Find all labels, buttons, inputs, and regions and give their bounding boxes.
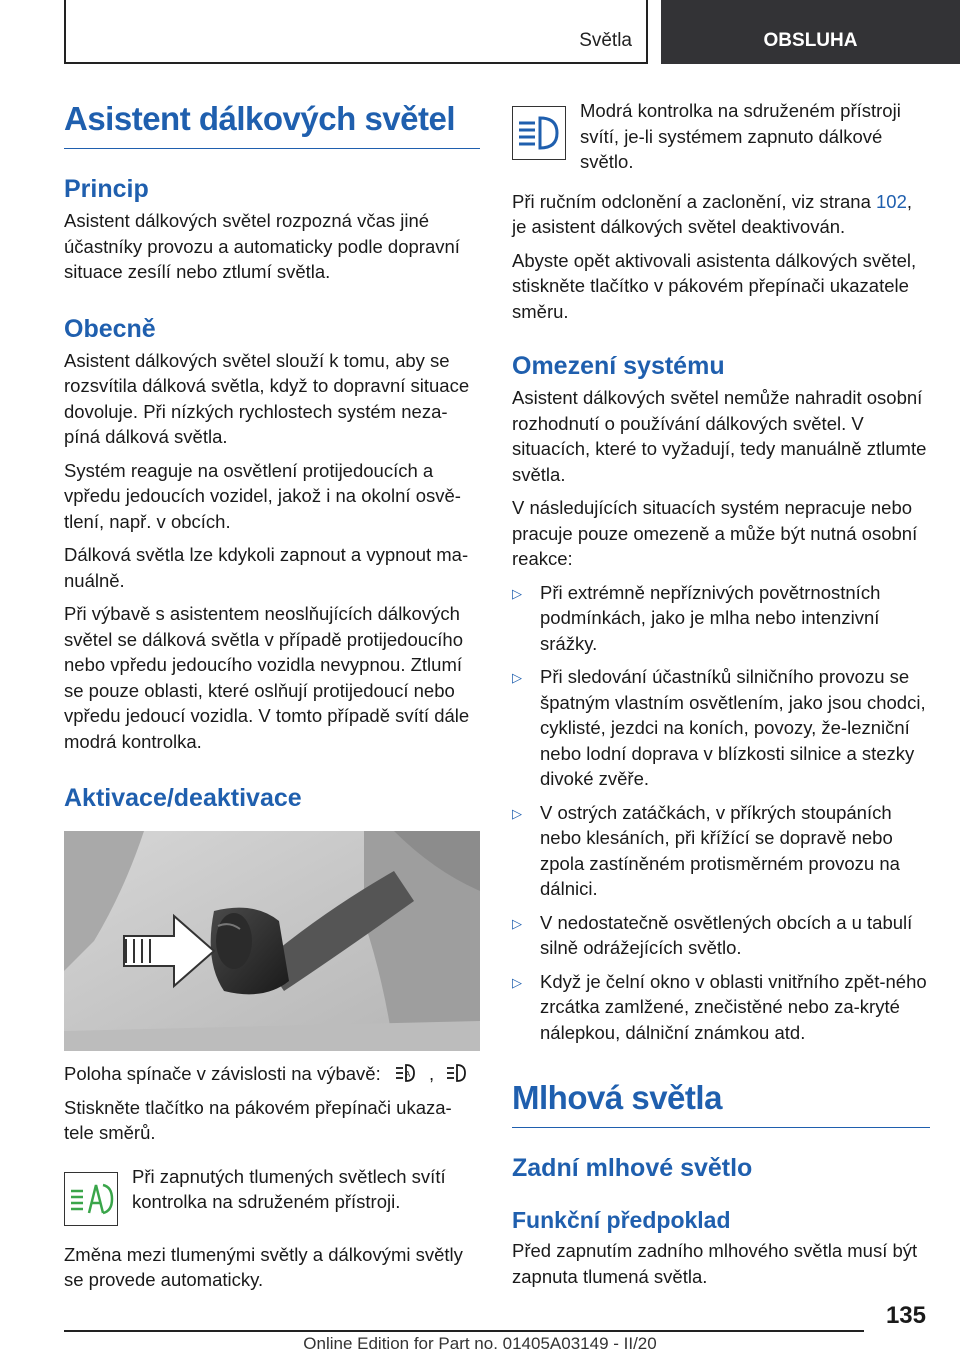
paragraph-abyste: Abyste opět aktivovali asistenta dálkových světel, stiskněte tlačítko v pákovém přepínači ukazatele směru.: [512, 249, 917, 322]
bullet-triangle-icon: ▷: [512, 974, 522, 990]
list-item-text: Když je čelní okno v oblasti vnitřního zpět-ného zrcátka zamlžené, znečistěné nebo za-kryté nálepkou, dálniční známkou atd.: [540, 970, 927, 1043]
list-item-text: Při extrémně nepříznivých povětrnostních podmínkách, jako je mlha nebo intenzivní srážky.: [540, 581, 881, 654]
section-title-mlhova: Mlhová světla: [512, 1079, 722, 1116]
footer-rule: [64, 1330, 864, 1332]
mlhova-rule: [512, 1127, 930, 1128]
note-blue-text: Modrá kontrolka na sdruženém přístroji svítí, je-li systémem zapnuto dálkové světlo.: [580, 100, 901, 172]
heading-funkcni: Funkční předpoklad: [512, 1207, 731, 1233]
paragraph-rucni: [512, 189, 930, 240]
paragraph-princip: Asistent dálkových světel rozpozná včas jiné účastníky provozu a automaticky podle dopravní situace zesílí nebo ztlumí světla.: [64, 210, 460, 282]
svg-text:A: A: [404, 1070, 411, 1079]
heading-zadni: Zadní mlhové světlo: [512, 1154, 753, 1182]
paragraph-funkcni: Před zapnutím zadního mlhového světla musí být zapnuta tlumená světla.: [512, 1240, 918, 1287]
header-frame: [64, 0, 648, 64]
paragraph-stisknete: Stiskněte tlačítko na pákovém přepínači ukaza-tele směrů.: [64, 1096, 452, 1143]
right-column: [512, 100, 930, 1289]
limitations-list: [512, 580, 930, 1046]
switch-lever-photo: [64, 831, 480, 1051]
rucni-text-a: Při ručním odclonění a zaclonění, viz strana: [512, 190, 871, 212]
bullet-triangle-icon: ▷: [512, 805, 522, 821]
blue-high-beam-indicator-icon: [512, 106, 566, 160]
paragraph-poloha: [64, 1061, 480, 1087]
heading-aktivace: Aktivace/deaktivace: [64, 784, 302, 812]
list-item: [512, 969, 930, 1046]
green-indicator-note: [64, 1164, 480, 1226]
heading-princip: Princip: [64, 175, 149, 203]
title-rule: [64, 148, 480, 149]
footer-edition: Online Edition for Part no. 01405A03149 - II/20: [303, 1334, 657, 1353]
paragraph-omezeni-2: V následujících situacích systém nepracuje nebo pracuje pouze omezeně a může být nutná osobní reakce:: [512, 497, 918, 569]
list-item-text: V nedostatečně osvětlených obcích a u tabulí silně odrážejících světlo.: [540, 911, 913, 958]
paragraph-obecne-2: Systém reaguje na osvětlení protijedoucích a vpředu jedoucích vozidel, jakož i na okolní osvě-tlení, např. v obcích.: [64, 459, 461, 532]
list-item-text: V ostrých zatáčkách, v příkrých stoupáních nebo klesáních, při křížící se dopravě nebo zpola zastíněném protisměrném provozu na dálnici.: [540, 801, 900, 899]
page-link-102[interactable]: 102: [876, 190, 907, 212]
list-item: [512, 800, 930, 902]
heading-omezeni: Omezení systému: [512, 352, 725, 380]
paragraph-obecne-4: Při výbavě s asistentem neoslňujících dálkových světel se dálková světla v případě protijedoucího nebo vpředu jedoucího vozidla nevypnou. Ztlumí se pouze oblasti, které oslňují protijedoucí nebo vpředu jedoucí vozidla. V tomto případě svítí dále modrá kontrolka.: [64, 603, 470, 752]
list-item: [512, 664, 930, 792]
blue-indicator-note: [512, 98, 930, 175]
paragraph-zmena: Změna mezi tlumenými světly a dálkovými světly se provede automaticky.: [64, 1243, 463, 1290]
chapter-tab: OBSLUHA: [661, 0, 960, 64]
poloha-text: Poloha spínače v závislosti na výbavě:: [64, 1063, 381, 1084]
paragraph-omezeni-1: Asistent dálkových světel nemůže nahradit osobní rozhodnutí o používání dálkových světel. V situacích, které to vyžadují, tedy manuálně ztlumte světla.: [512, 387, 927, 485]
left-column: [64, 100, 480, 1293]
paragraph-obecne-3: Dálková světla lze kdykoli zapnout a vypnout ma-nuálně.: [64, 544, 469, 591]
high-beam-assistant-icon: [394, 1062, 418, 1084]
bullet-triangle-icon: ▷: [512, 915, 522, 931]
page-title: Asistent dálkových světel: [64, 100, 456, 137]
section-title: Světla: [579, 30, 632, 51]
rucni-text-b: , je asistent dálkových světel deaktivován.: [512, 190, 913, 237]
heading-obecne: Obecně: [64, 314, 156, 343]
note-green-text: Při zapnutých tlumených světlech svítí kontrolka na sdruženém přístroji.: [132, 1165, 446, 1212]
bullet-triangle-icon: ▷: [512, 585, 522, 601]
bullet-triangle-icon: ▷: [512, 670, 522, 685]
paragraph-obecne-1: Asistent dálkových světel slouží k tomu, aby se rozsvítila dálková světla, když to dopravní situace dovoluje. Při nízkých rychlostech systém neza-píná dálková světla.: [64, 349, 470, 447]
high-beam-icon: [445, 1062, 469, 1084]
green-auto-light-indicator-icon: [64, 1172, 118, 1226]
poloha-separator: ,: [429, 1063, 435, 1084]
list-item: [512, 580, 930, 657]
page-number: 135: [885, 1302, 926, 1329]
list-item: [512, 910, 930, 961]
list-item-text: Při sledování účastníků silničního provozu se špatným vlastním osvětlením, jako jsou chodci, cyklisté, jezdci na koních, povozy, že-lezniční nebo lodní doprava v blízkosti silnice a stezky divoké zvěře.: [540, 666, 926, 789]
